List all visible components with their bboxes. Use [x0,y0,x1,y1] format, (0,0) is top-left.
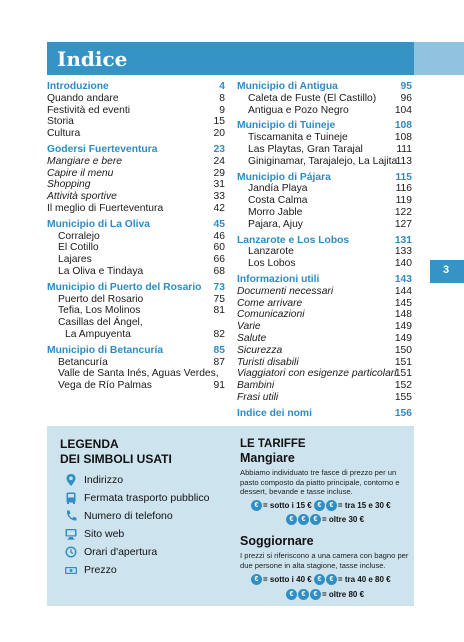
legend-label: Orari d'apertura [84,546,158,558]
mangiare-price-line-1 [251,500,391,511]
toc-entry-label: Las Playtas, Gran Tarajal [248,143,363,155]
euro-coin-icon: € [326,500,337,511]
toc-entry[interactable] [237,144,412,156]
euro-coin-icon: € [286,514,297,525]
toc-entry-page: 143 [394,273,412,285]
toc-entry-label: Municipio di Pájara [237,171,331,183]
toc-entry[interactable] [47,179,225,191]
toc-entry-label: Viaggiatori con esigenze particolari [237,368,397,380]
tariffe-title: LE TARIFFE [240,438,306,450]
toc-entry-page: 145 [394,297,412,309]
toc-entry[interactable] [47,156,225,168]
toc-entry-page: 150 [394,344,412,356]
price-text: = tra 40 e 80 € [337,575,391,584]
toc-left-column [47,81,225,392]
toc-entry-page: 108 [394,132,412,144]
toc-entry-page: 104 [394,104,412,116]
toc-entry[interactable] [47,93,225,105]
toc-entry-page: 4 [219,81,225,92]
toc-entry-page: 15 [213,116,225,128]
toc-entry[interactable] [47,266,225,278]
toc-entry[interactable] [47,317,225,329]
euro-coin-icon: € [298,589,309,600]
legend-item-bus [64,491,209,507]
toc-entry-page: 119 [395,195,412,207]
toc-entry-page: 29 [213,167,225,179]
toc-entry-page: 151 [394,356,412,368]
toc-section-heading[interactable] [237,274,412,286]
toc-entry[interactable] [47,191,225,203]
toc-right-column [237,81,412,420]
euro-coin-icon: € [251,500,262,511]
legend-label: Indirizzo [84,474,124,486]
toc-entry-label: Varie [237,321,261,333]
legend-title [60,437,172,467]
toc-entry[interactable] [237,105,412,117]
toc-entry-label: Turisti disabili [237,356,299,368]
toc-entry-label: Caleta de Fuste (El Castillo) [248,92,377,104]
toc-entry[interactable] [237,183,412,195]
toc-section-heading[interactable] [237,172,412,184]
toc-section-heading[interactable] [237,235,412,247]
toc-entry-page: 60 [213,242,225,254]
clock-icon [64,545,78,559]
soggiornare-title: Soggiornare [240,534,314,548]
toc-entry-label: Capire il menu [47,167,114,179]
legend-item-price [64,563,117,579]
toc-entry-page: 85 [213,344,225,356]
toc-entry[interactable] [237,246,412,258]
toc-entry-label: Vega de Río Palmas [58,380,152,392]
toc-entry-page: 144 [394,285,412,297]
toc-entry[interactable] [47,357,225,369]
toc-entry[interactable] [47,242,225,254]
toc-entry-page: 133 [394,246,412,258]
toc-entry-label: Bambini [237,380,275,392]
toc-entry-label: Lajares [58,254,92,266]
toc-entry[interactable] [237,207,412,219]
toc-entry[interactable] [47,329,225,341]
toc-entry[interactable] [47,294,225,306]
toc-entry-label: Municipio di Puerto del Rosario [47,281,202,293]
toc-entry[interactable] [237,156,412,168]
toc-entry[interactable] [237,258,412,270]
toc-entry[interactable] [237,132,412,144]
toc-entry-label: Sicurezza [237,344,283,356]
price-text: = sotto i 15 € [263,501,312,510]
toc-entry-label: La Ampuyenta [65,328,131,340]
toc-entry[interactable] [237,309,412,321]
toc-entry-label: Tefia, Los Molinos [58,305,141,317]
toc-entry-page: 116 [395,183,412,195]
toc-entry[interactable] [47,105,225,117]
toc-entry[interactable] [237,321,412,333]
toc-entry[interactable] [47,380,225,392]
toc-entry-label: Lanzarote [248,246,294,258]
price-text: = sotto i 40 € [263,575,312,584]
toc-entry-label: Shopping [47,179,91,191]
legend-title-line2: DEI SIMBOLI USATI [60,452,172,466]
toc-entry[interactable] [237,93,412,105]
toc-entry-label: Municipio di La Oliva [47,218,150,230]
toc-entry-label: Antigua e Pozo Negro [248,104,349,116]
toc-entry[interactable] [237,195,412,207]
euro-coin-icon: € [326,574,337,585]
toc-section-heading[interactable] [237,120,412,132]
toc-entry[interactable] [47,203,225,215]
toc-entry-label: Giniginamar, Tarajalejo, La Lajita [248,155,398,167]
toc-entry-label: Documenti necessari [237,285,334,297]
toc-entry-label: Los Lobos [248,258,296,270]
toc-entry-label: Comunicazioni [237,309,305,321]
toc-entry-label: Pajara, Ajuy [248,218,303,230]
toc-entry-label: Morro Jable [248,206,303,218]
toc-entry-page: 95 [400,81,412,92]
toc-entry-page: 87 [213,356,225,368]
mangiare-text: Abbiamo individuato tre fasce di prezzo per un pasto composto da piatto principale, contorno e dessert, bevande e tasse incluse. [240,468,400,496]
toc-entry-page: 73 [213,281,225,293]
toc-entry-label: Casillas del Ángel, [58,317,143,329]
toc-entry-page: 81 [213,305,225,317]
toc-entry-page: 156 [394,407,412,419]
toc-entry[interactable] [237,333,412,345]
toc-section-heading[interactable] [237,81,412,93]
toc-entry[interactable] [47,305,225,317]
toc-entry-label: El Cotillo [58,242,99,254]
toc-entry-page: 82 [213,328,225,340]
toc-entry[interactable] [237,380,412,392]
price-text: = tra 15 e 30 € [337,501,391,510]
toc-entry-label: Frasi utili [237,391,279,403]
toc-entry-page: 113 [395,155,412,167]
toc-section-heading[interactable] [237,408,412,420]
toc-entry-page: 148 [394,309,412,321]
toc-entry-label: Introduzione [47,81,109,92]
legend-item-web [64,527,124,543]
toc-section-heading[interactable] [47,219,225,231]
toc-entry[interactable] [237,219,412,231]
toc-entry-page: 131 [394,234,412,246]
toc-entry[interactable] [47,254,225,266]
toc-entry-page: 23 [213,143,225,155]
toc-entry-page: 42 [213,202,225,214]
soggiornare-text: I prezzi si riferiscono a una camera con bagno per due persone in alta stagione, tasse incluse. [240,551,409,570]
toc-entry-label: Come arrivare [237,297,303,309]
toc-section-heading[interactable] [47,345,225,357]
euro-coin-icon: € [314,574,325,585]
toc-entry[interactable] [47,368,225,380]
page-title: Indice [57,47,128,71]
toc-entry-page: 149 [394,321,412,333]
toc-entry-label: Indice dei nomi [237,407,312,419]
toc-entry-label: Salute [237,332,267,344]
legend-label: Prezzo [84,564,117,576]
toc-entry-label: Betancuría [58,356,108,368]
toc-entry-label: Municipio di Betancuría [47,344,164,356]
toc-entry-page: 96 [400,92,412,104]
toc-entry[interactable] [237,357,412,369]
toc-entry-label: Godersi Fuerteventura [47,143,158,155]
euro-coin-icon: € [286,589,297,600]
euro-coin-icon: € [251,574,262,585]
mangiare-price-line-2 [286,514,364,525]
toc-section-heading[interactable] [47,282,225,294]
chapter-number: 3 [443,264,450,276]
toc-entry-page: 111 [396,143,412,155]
banknote-icon [64,563,78,577]
legend-label: Numero di telefono [84,510,173,522]
toc-entry-page: 155 [394,391,412,403]
price-text: = oltre 30 € [322,515,365,524]
toc-entry[interactable] [237,286,412,298]
toc-entry[interactable] [47,168,225,180]
legend-label: Sito web [84,528,125,540]
toc-entry-label: Informazioni utili [237,273,320,285]
legend-item-hours [64,545,157,561]
toc-entry[interactable] [237,345,412,357]
toc-entry-label: Attività sportive [47,191,117,203]
toc-entry-label: Lanzarote e Los Lobos [237,234,350,246]
toc-entry-page: 149 [394,332,412,344]
toc-entry-page: 151 [394,368,412,380]
soggiornare-price-line-1 [251,574,391,585]
toc-entry-page: 75 [213,293,225,305]
legend-item-phone [64,509,173,525]
toc-entry-label: Tiscamanita e Tuineje [248,132,348,144]
toc-entry[interactable] [237,392,412,404]
toc-entry-page: 20 [213,128,225,140]
toc-entry-page: 66 [213,254,225,266]
toc-entry[interactable] [47,116,225,128]
toc-entry-label: Quando andare [47,92,119,104]
toc-entry-page: 31 [213,179,225,191]
toc-entry-page: 91 [213,380,225,392]
toc-entry-page: 46 [213,230,225,242]
phone-icon [64,509,78,523]
toc-entry-label: Corralejo [58,230,100,242]
toc-entry-page: 140 [394,258,412,270]
legend-label: Fermata trasporto pubblico [84,492,210,504]
toc-entry[interactable] [237,368,412,380]
toc-entry-page: 152 [394,380,412,392]
toc-entry-page: 108 [394,120,412,132]
toc-entry[interactable] [47,128,225,140]
toc-entry-label: Storia [47,116,74,128]
toc-entry-page: 115 [395,171,412,183]
toc-entry-page: 127 [394,218,412,230]
toc-entry-label: Il meglio di Fuerteventura [47,202,164,214]
toc-entry-page: 122 [394,206,412,218]
toc-entry[interactable] [237,298,412,310]
toc-entry-label: La Oliva e Tindaya [58,265,144,277]
toc-entry-label: Festività ed eventi [47,104,130,116]
toc-entry-page: 45 [213,218,225,230]
euro-coin-icon: € [314,500,325,511]
mangiare-title: Mangiare [240,451,295,465]
bus-icon [64,491,78,505]
legend-title-line1: LEGENDA [60,437,119,451]
euro-coin-icon: € [298,514,309,525]
toc-entry-label: Puerto del Rosario [58,293,144,305]
toc-entry-page: 24 [213,155,225,167]
toc-entry-page: 68 [213,265,225,277]
legend-item-address [64,473,123,489]
monitor-icon [64,527,78,541]
toc-entry-page: 9 [219,104,225,116]
euro-coin-icon: € [310,589,321,600]
toc-section-heading[interactable] [47,81,225,93]
map-pin-icon [64,473,78,487]
toc-entry-label: Valle de Santa Inés, Aguas Verdes, [58,368,219,380]
euro-coin-icon: € [310,514,321,525]
toc-entry-page: 8 [219,92,225,104]
toc-entry-label: Mangiare e bere [47,155,122,167]
toc-entry-label: Municipio di Tuineje [237,120,336,132]
price-text: = oltre 80 € [322,590,365,599]
chapter-side-tab [430,260,464,283]
toc-entry-label: Municipio di Antigua [237,81,338,92]
toc-entry[interactable] [47,231,225,243]
toc-entry-label: Jandía Playa [248,183,308,195]
toc-entry-page: 33 [213,191,225,203]
toc-section-heading[interactable] [47,144,225,156]
toc-entry-label: Costa Calma [248,195,308,207]
toc-entry-label: Cultura [47,128,81,140]
soggiornare-price-line-2 [286,589,364,600]
